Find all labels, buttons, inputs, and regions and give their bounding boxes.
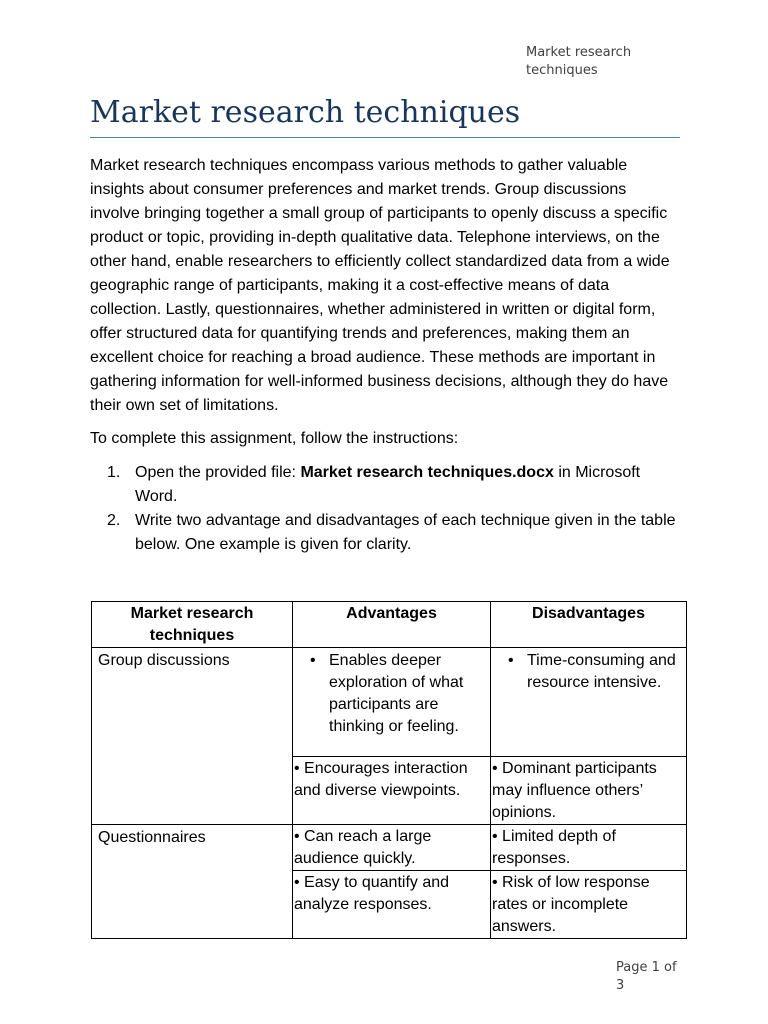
step-number: 2. — [107, 512, 121, 529]
advantage-cell: • Can reach a large audience quickly. — [293, 825, 491, 871]
instruction-step — [90, 509, 680, 557]
advantage-cell: • Encourages interaction and diverse viewpoints. — [293, 757, 491, 825]
technique-cell: Group discussions — [92, 648, 293, 825]
techniques-table — [91, 601, 687, 939]
disadvantage-cell — [491, 648, 687, 757]
step-number: 1. — [107, 464, 121, 481]
step-text: in Microsoft Word. — [135, 464, 641, 505]
header-disadvantages: Disadvantages — [491, 602, 687, 648]
page-header: Market research techniques — [526, 45, 632, 78]
table-row — [92, 648, 687, 757]
document-title: Market research techniques — [90, 95, 521, 130]
table-header-row — [92, 602, 687, 648]
disadvantage-cell: • Limited depth of responses. — [491, 825, 687, 871]
technique-cell: Questionnaires — [92, 825, 293, 939]
instruction-step — [90, 461, 680, 509]
title-underline — [90, 137, 680, 138]
file-name: Market research techniques.docx — [300, 464, 554, 481]
step-text: Open the provided file: — [135, 464, 301, 481]
disadvantage-cell: • Dominant participants may influence others’ opinions. — [491, 757, 687, 825]
bullet-item: • Enables deeper exploration of what participants are thinking or feeling. — [329, 650, 484, 738]
advantage-cell: • Easy to quantify and analyze responses. — [293, 871, 491, 939]
step-text: Write two advantage and disadvantages of each technique given in the table below. One example is given for clarity. — [135, 512, 676, 553]
header-techniques: Market research techniques — [92, 602, 293, 648]
instruction-list — [90, 461, 680, 557]
page-number-footer: Page 1 of 3 — [616, 960, 677, 993]
bullet-item: • Time-consuming and resource intensive. — [527, 650, 680, 694]
header-advantages: Advantages — [293, 602, 491, 648]
advantage-cell — [293, 648, 491, 757]
instructions-lead: To complete this assignment, follow the instructions: — [90, 430, 459, 447]
intro-paragraph: Market research techniques encompass various methods to gather valuable insights about consumer preferences and market trends. Group discussions involve bringing together a small group of participants to openly discuss a specific product or topic, providing in-depth qualitative data. Telephone interviews, on the other hand, enable researchers to efficiently collect standardized data from a wide geographic range of participants, making it a cost-effective means of data collection. Lastly, questionnaires, whether administered in written or digital form, offer structured data for quantifying trends and preferences, making them an excellent choice for reaching a broad audience. These methods are important in gathering information for well-informed business decisions, although they do have their own set of limitations. — [90, 157, 670, 414]
disadvantage-cell: • Risk of low response rates or incomplete answers. — [491, 871, 687, 939]
table-row — [92, 825, 687, 871]
